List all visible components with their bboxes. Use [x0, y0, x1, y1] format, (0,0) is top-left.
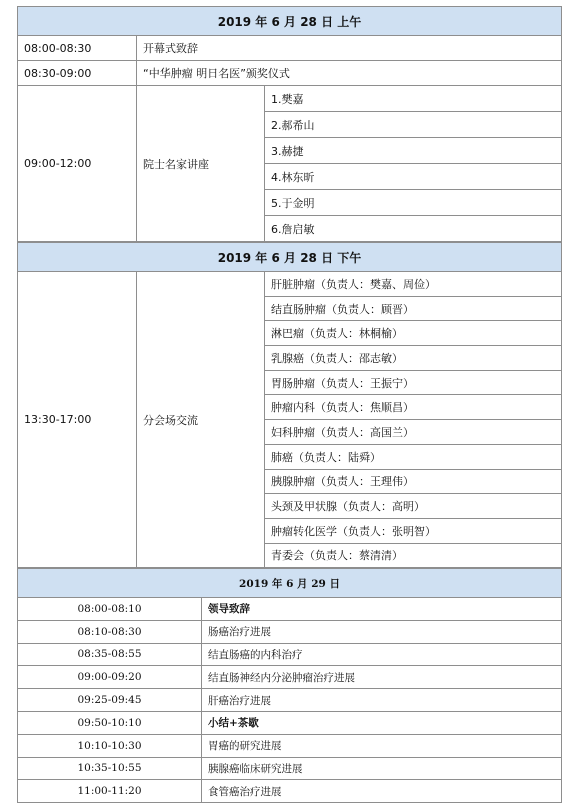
schedule-morning-table: [17, 6, 562, 242]
session-item: 头颈及甲状腺（负责人：高明）: [265, 494, 562, 519]
row-event: 胰腺癌临床研究进展: [202, 757, 562, 780]
schedule-afternoon-table: [17, 242, 562, 568]
session-item: 妇科肿瘤（负责人：高国兰）: [265, 420, 562, 445]
row-time: 11:00-11:20: [18, 780, 202, 803]
session-time: 13:30-17:00: [18, 272, 137, 568]
row-event: 小结+茶歇: [202, 711, 562, 734]
speaker-item: 1.樊嘉: [265, 86, 562, 112]
session-item: 胃肠肿瘤（负责人：王振宁）: [265, 370, 562, 395]
row-time: 10:35-10:55: [18, 757, 202, 780]
row-event: 肝癌治疗进展: [202, 689, 562, 712]
speaker-item: 3.赫捷: [265, 138, 562, 164]
speaker-item: 5.于金明: [265, 190, 562, 216]
row-event: 食管癌治疗进展: [202, 780, 562, 803]
session-event: 分会场交流: [137, 272, 265, 568]
session-item: 肿瘤内科（负责人：焦顺昌）: [265, 395, 562, 420]
day1-pm-header: 2019 年 6 月 28 日 下午: [18, 243, 562, 272]
session-item: 结直肠肿瘤（负责人：顾晋）: [265, 296, 562, 321]
speaker-item: 2.郝希山: [265, 112, 562, 138]
speaker-item: 4.林东昕: [265, 164, 562, 190]
row-event: 胃癌的研究进展: [202, 734, 562, 757]
session-item: 淋巴瘤（负责人：林桐榆）: [265, 321, 562, 346]
row-event: 肠癌治疗进展: [202, 620, 562, 643]
day1-am-header: 2019 年 6 月 28 日 上午: [18, 7, 562, 36]
session-item: 肿瘤转化医学（负责人：张明智）: [265, 518, 562, 543]
row-event: 结直肠神经内分泌肿瘤治疗进展: [202, 666, 562, 689]
session-item: 乳腺癌（负责人：邵志敏）: [265, 346, 562, 371]
row-time: 08:00-08:10: [18, 598, 202, 621]
row-time: 08:30-09:00: [18, 61, 137, 86]
session-item: 肝脏肿瘤（负责人：樊嘉、周俭）: [265, 272, 562, 297]
speaker-item: 6.詹启敏: [265, 216, 562, 242]
row-time: 10:10-10:30: [18, 734, 202, 757]
schedule-day2-table: [17, 568, 562, 803]
row-time: 09:00-09:20: [18, 666, 202, 689]
row-time: 08:35-08:55: [18, 643, 202, 666]
session-item: 胰腺肿瘤（负责人：王理伟）: [265, 469, 562, 494]
row-event: 开幕式致辞: [137, 36, 562, 61]
row-time: 09:50-10:10: [18, 711, 202, 734]
row-time: 09:25-09:45: [18, 689, 202, 712]
day2-header: 2019 年 6 月 29 日: [18, 569, 562, 598]
session-item: 肺癌（负责人：陆舜）: [265, 444, 562, 469]
row-event: “中华肿瘤 明日名医”颁奖仪式: [137, 61, 562, 86]
session-item: 青委会（负责人：蔡清清）: [265, 543, 562, 568]
row-event: 结直肠癌的内科治疗: [202, 643, 562, 666]
row-event: 领导致辞: [202, 598, 562, 621]
row-time: 08:00-08:30: [18, 36, 137, 61]
lecture-time: 09:00-12:00: [18, 86, 137, 242]
lecture-event: 院士名家讲座: [137, 86, 265, 242]
row-time: 08:10-08:30: [18, 620, 202, 643]
